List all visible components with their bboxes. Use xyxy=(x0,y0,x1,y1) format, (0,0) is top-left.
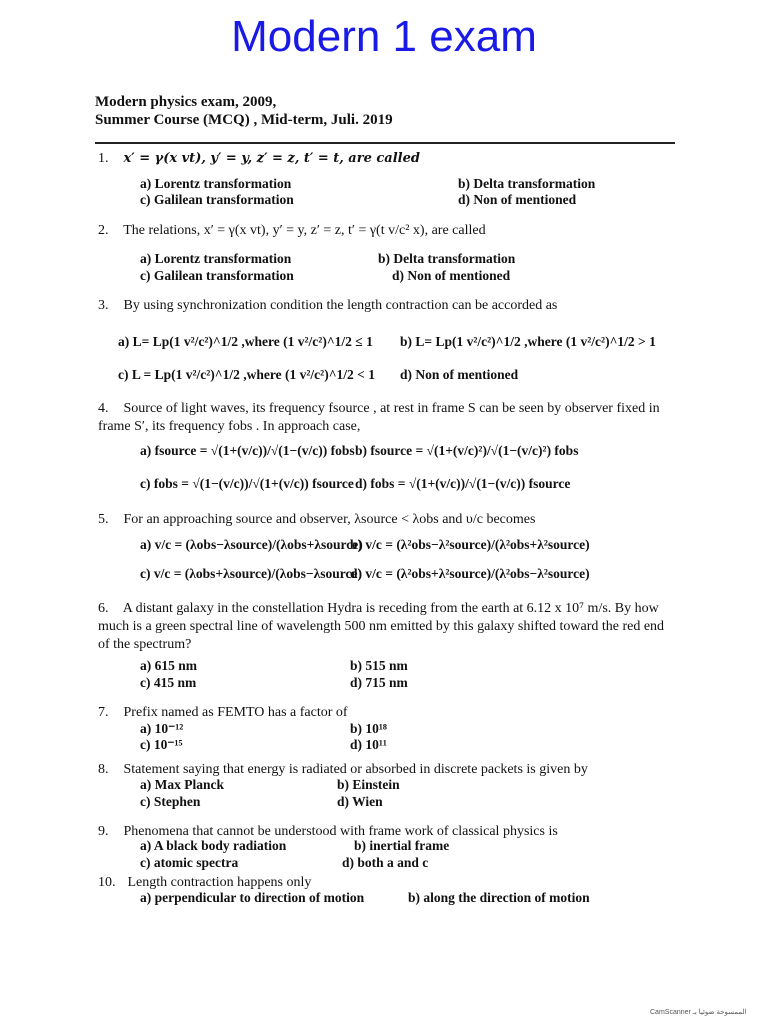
question-7 xyxy=(98,704,678,722)
question-6 xyxy=(98,600,678,654)
question-4 xyxy=(98,400,678,436)
exam-header-line1: Modern physics exam, 2009, xyxy=(95,94,277,110)
exam-header-line2: Summer Course (MCQ) , Mid-term, Juli. 2019 xyxy=(95,112,393,128)
q3-option-d[interactable]: d) Non of mentioned xyxy=(400,367,519,382)
question-number: 2. xyxy=(98,223,109,238)
question-3 xyxy=(98,297,678,315)
q6-option-c[interactable]: c) 415 nm xyxy=(140,675,197,690)
camscanner-watermark: CamScanner الممسوحة ضوئيا بـ xyxy=(650,1009,747,1016)
question-number: 10. xyxy=(98,875,116,890)
question-2 xyxy=(98,222,678,240)
q5-option-a[interactable]: a) v/c = (λobs−λsource)/(λobs+λsource) xyxy=(140,537,363,552)
question-number: 6. xyxy=(98,601,109,616)
q6-option-a[interactable]: a) 615 nm xyxy=(140,658,197,673)
question-text: For an approaching source and observer, λsource < λobs and υ/c becomes xyxy=(123,512,536,527)
q7-option-a[interactable]: a) 10⁻¹² xyxy=(140,721,184,736)
question-text: Statement saying that energy is radiated or absorbed in discrete packets is given by xyxy=(123,762,588,777)
q3-option-a[interactable]: a) L= Lp(1 v²/c²)^1/2 ,where (1 v²/c²)^1/2 ≤ 1 xyxy=(118,334,373,349)
q1-option-c[interactable]: c) Galilean transformation xyxy=(140,192,294,207)
question-text: The relations, x′ = γ(x vt), y′ = y, z′ = z, t′ = γ(t v/c² x), are called xyxy=(123,223,486,238)
q5-option-d[interactable]: d) v/c = (λ²obs+λ²source)/(λ²obs−λ²source) xyxy=(350,566,590,581)
q4-option-b[interactable]: b) fsource = √(1+(v/c)²)/√(1−(v/c)²) fobs xyxy=(355,443,579,458)
q6-option-b[interactable]: b) 515 nm xyxy=(350,658,408,673)
q10-option-a[interactable]: a) perpendicular to direction of motion xyxy=(140,890,365,905)
question-number: 3. xyxy=(98,298,109,313)
question-5 xyxy=(98,511,678,529)
q7-option-b[interactable]: b) 10¹⁸ xyxy=(350,721,387,736)
q9-option-b[interactable]: b) inertial frame xyxy=(354,838,450,853)
question-text: By using synchronization condition the length contraction can be accorded as xyxy=(123,298,558,313)
q8-option-c[interactable]: c) Stephen xyxy=(140,794,201,809)
q8-option-a[interactable]: a) Max Planck xyxy=(140,777,224,792)
q4-option-a[interactable]: a) fsource = √(1+(v/c))/√(1−(v/c)) fobs xyxy=(140,443,355,458)
q4-option-c[interactable]: c) fobs = √(1−(v/c))/√(1+(v/c)) fsource xyxy=(140,476,354,491)
q4-option-d[interactable]: d) fobs = √(1+(v/c))/√(1−(v/c)) fsource xyxy=(355,476,571,491)
q2-option-c[interactable]: c) Galilean transformation xyxy=(140,268,294,283)
question-number: 1. xyxy=(98,151,109,166)
q2-option-b[interactable]: b) Delta transformation xyxy=(378,251,516,266)
question-text: A distant galaxy in the constellation Hydra is receding from the earth at 6.12 x 10⁷ m/s. By how much is a green spectral line of wavelength 500 nm emitted by this galaxy shifted toward the red end of the spectrum? xyxy=(98,601,665,652)
question-number: 5. xyxy=(98,512,109,527)
q1-option-d[interactable]: d) Non of mentioned xyxy=(458,192,577,207)
question-text: Prefix named as FEMTO has a factor of xyxy=(123,705,348,720)
question-text: Length contraction happens only xyxy=(127,875,312,890)
q6-option-d[interactable]: d) 715 nm xyxy=(350,675,408,690)
question-number: 8. xyxy=(98,762,109,777)
question-1 xyxy=(98,150,678,168)
q1-option-a[interactable]: a) Lorentz transformation xyxy=(140,176,292,191)
q3-option-b[interactable]: b) L= Lp(1 v²/c²)^1/2 ,where (1 v²/c²)^1/2 > 1 xyxy=(400,334,656,349)
q7-option-d[interactable]: d) 10¹¹ xyxy=(350,737,387,752)
q9-option-a[interactable]: a) A black body radiation xyxy=(140,838,287,853)
page-title: Modern 1 exam xyxy=(231,12,537,61)
q10-option-b[interactable]: b) along the direction of motion xyxy=(408,890,590,905)
q9-option-d[interactable]: d) both a and c xyxy=(342,855,429,870)
question-text: Phenomena that cannot be understood with frame work of classical physics is xyxy=(123,824,558,839)
question-number: 4. xyxy=(98,401,109,416)
q5-option-b[interactable]: b) v/c = (λ²obs−λ²source)/(λ²obs+λ²source) xyxy=(350,537,590,552)
question-number: 9. xyxy=(98,824,109,839)
q1-option-b[interactable]: b) Delta transformation xyxy=(458,176,596,191)
header-rule xyxy=(95,142,675,144)
q2-option-d[interactable]: d) Non of mentioned xyxy=(392,268,511,283)
q7-option-c[interactable]: c) 10⁻¹⁵ xyxy=(140,737,183,752)
q8-option-b[interactable]: b) Einstein xyxy=(337,777,400,792)
q2-option-a[interactable]: a) Lorentz transformation xyxy=(140,251,292,266)
question-number: 7. xyxy=(98,705,109,720)
question-text: x′ = γ(x vt), y′ = y, z′ = z, t′ = t, are called xyxy=(123,151,420,166)
q8-option-d[interactable]: d) Wien xyxy=(337,794,383,809)
q9-option-c[interactable]: c) atomic spectra xyxy=(140,855,239,870)
q3-option-c[interactable]: c) L = Lp(1 v²/c²)^1/2 ,where (1 v²/c²)^1/2 < 1 xyxy=(118,367,375,382)
q5-option-c[interactable]: c) v/c = (λobs+λsource)/(λobs−λsource) xyxy=(140,566,362,581)
question-text: Source of light waves, its frequency fsource , at rest in frame S can be seen by observer fixed in frame S′, its frequency fobs . In approach case, xyxy=(98,401,660,434)
